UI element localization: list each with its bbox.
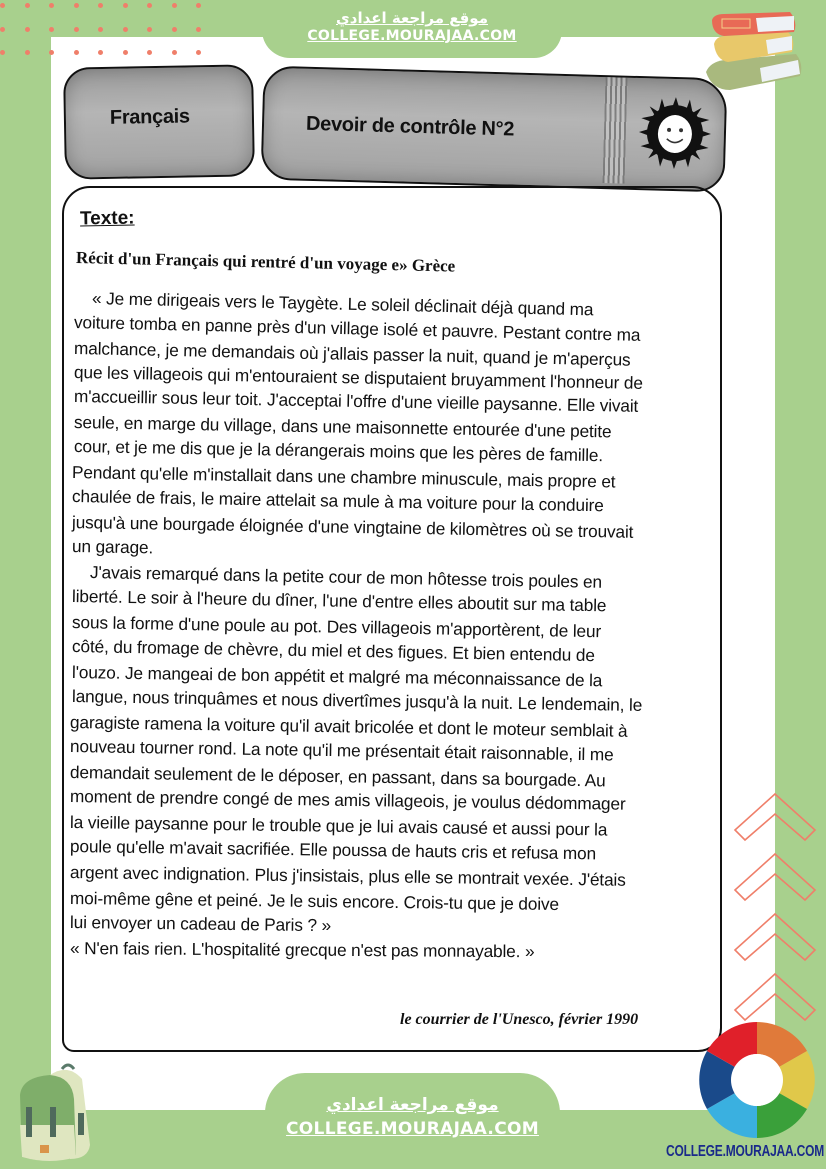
subject-box bbox=[63, 64, 255, 179]
dot bbox=[49, 27, 54, 32]
banner-arabic-text: موقع مراجعة اعدادي bbox=[326, 1095, 499, 1115]
dot bbox=[147, 27, 152, 32]
backpack-icon bbox=[10, 1055, 100, 1165]
text-line: jusqu'à une bourgade éloignée d'une vingtaine de kilomètres où se trouvait bbox=[71, 512, 634, 542]
text-line: sous la forme d'une poule au pot. Des villageois m'apportèrent, de leur bbox=[71, 612, 602, 642]
dot bbox=[196, 50, 201, 55]
text-line: argent avec indignation. Plus j'insistais, plus elle se montrait vexée. J'étais bbox=[69, 862, 626, 890]
text-line: demandait seulement de le déposer, en passant, dans sa bourgade. Au bbox=[69, 762, 606, 791]
dot bbox=[74, 50, 79, 55]
text-line: moment de prendre congé de mes amis villageois, je voulus dédommager bbox=[69, 786, 626, 814]
text-line: seule, en marge du village, dans une maisonnette entourée d'une petite bbox=[73, 412, 612, 442]
dot bbox=[123, 3, 128, 8]
dot bbox=[74, 3, 79, 8]
dot bbox=[98, 27, 103, 32]
dot bbox=[123, 27, 128, 32]
text-line: l'ouzo. Je mangeai de bon appétit et malgré ma méconnaissance de la bbox=[71, 662, 603, 691]
dot bbox=[172, 3, 177, 8]
banner-url-link[interactable]: COLLEGE.MOURAJAA.COM bbox=[286, 1119, 539, 1139]
text-line: Pendant qu'elle m'installait dans une chambre minuscule, mais propre et bbox=[71, 462, 616, 492]
text-line: moi-même gêne et peiné. Je le suis encore. Crois-tu que je doive bbox=[69, 888, 560, 914]
text-line: poule qu'elle m'avait sacrifiée. Elle poussa de hauts cris et refusa mon bbox=[69, 836, 597, 864]
dot bbox=[172, 50, 177, 55]
text-line: un garage. bbox=[71, 536, 154, 558]
text-line: « N'en fais rien. L'hospitalité grecque n'est pas monnayable. » bbox=[69, 938, 535, 962]
dot bbox=[49, 50, 54, 55]
text-line: côté, du fromage de chèvre, du miel et des figues. Et bien entendu de bbox=[71, 636, 595, 666]
books-stack-icon bbox=[700, 10, 810, 95]
dot-pattern-decoration bbox=[0, 0, 200, 56]
dot bbox=[196, 3, 201, 8]
text-line: chaulée de frais, le maire attelait sa mule à ma voiture pour la conduire bbox=[71, 486, 604, 516]
dot bbox=[172, 27, 177, 32]
text-line: voiture tomba en panne près d'un village isolé et pauvre. Pestant contre ma bbox=[73, 312, 641, 345]
dot bbox=[74, 27, 79, 32]
text-line: J'avais remarqué dans la petite cour de mon hôtesse trois poules en bbox=[89, 562, 603, 592]
dot bbox=[0, 3, 5, 8]
banner-url-link[interactable]: COLLEGE.MOURAJAA.COM bbox=[307, 28, 517, 44]
dot bbox=[123, 50, 128, 55]
dot bbox=[25, 50, 30, 55]
sun-face-icon bbox=[638, 96, 712, 170]
dot bbox=[25, 3, 30, 8]
banner-arabic-text: موقع مراجعة اعدادي bbox=[336, 9, 488, 27]
dot bbox=[196, 27, 201, 32]
source-citation: le courrier de l'Unesco, février 1990 bbox=[400, 1011, 639, 1028]
stripe-decoration bbox=[603, 77, 628, 184]
subjects-wheel-logo bbox=[697, 1020, 817, 1140]
site-banner-bottom[interactable] bbox=[265, 1073, 560, 1169]
text-line: que les villageois qui m'entouraient se disputaient bruyamment l'honneur de bbox=[73, 362, 643, 393]
dot bbox=[49, 3, 54, 8]
brand-url-text[interactable]: COLLEGE.MOURAJAA.COM bbox=[666, 1141, 825, 1161]
chevron-up-icon bbox=[733, 790, 823, 1040]
text-line: m'accueillir sous leur toit. J'acceptai l'offre d'une vieille paysanne. Elle vivait bbox=[73, 386, 639, 416]
text-line: liberté. Le soir à l'heure du dîner, l'une d'entre elles aboutit sur ma table bbox=[71, 586, 607, 616]
story-title: Récit d'un Français qui rentré d'un voyage e» Grèce bbox=[75, 248, 456, 276]
dot bbox=[98, 3, 103, 8]
dot bbox=[147, 50, 152, 55]
exam-title-box bbox=[260, 66, 727, 193]
exam-title: Devoir de contrôle N°2 bbox=[305, 112, 515, 141]
text-line: cour, et je me dis que je la dérangerais moins que les pères de famille. bbox=[73, 436, 604, 466]
text-line: nouveau tourner rond. La note qu'il me présentait était raisonnable, il me bbox=[69, 736, 614, 765]
site-banner-top[interactable] bbox=[262, 0, 562, 58]
text-line: « Je me dirigeais vers le Taygète. Le soleil déclinait déjà quand ma bbox=[91, 288, 594, 320]
subject-label: Français bbox=[109, 105, 190, 129]
text-line: malchance, je me demandais où j'allais passer la nuit, quand je m'aperçus bbox=[73, 338, 631, 370]
dot bbox=[0, 27, 5, 32]
dot bbox=[98, 50, 103, 55]
dot bbox=[147, 3, 152, 8]
dot bbox=[0, 50, 5, 55]
section-label: Texte: bbox=[79, 207, 135, 230]
text-line: langue, nous trinquâmes et nous divertîmes jusqu'à la nuit. Le lendemain, le bbox=[71, 686, 643, 715]
text-line: lui envoyer un cadeau de Paris ? » bbox=[69, 912, 332, 936]
dot bbox=[25, 27, 30, 32]
text-line: la vieille paysanne pour le trouble que je lui avais causé et aussi pour la bbox=[69, 812, 608, 840]
text-line: garagiste ramena la voiture qu'il avait bricolée et dont le moteur semblait à bbox=[69, 712, 628, 741]
